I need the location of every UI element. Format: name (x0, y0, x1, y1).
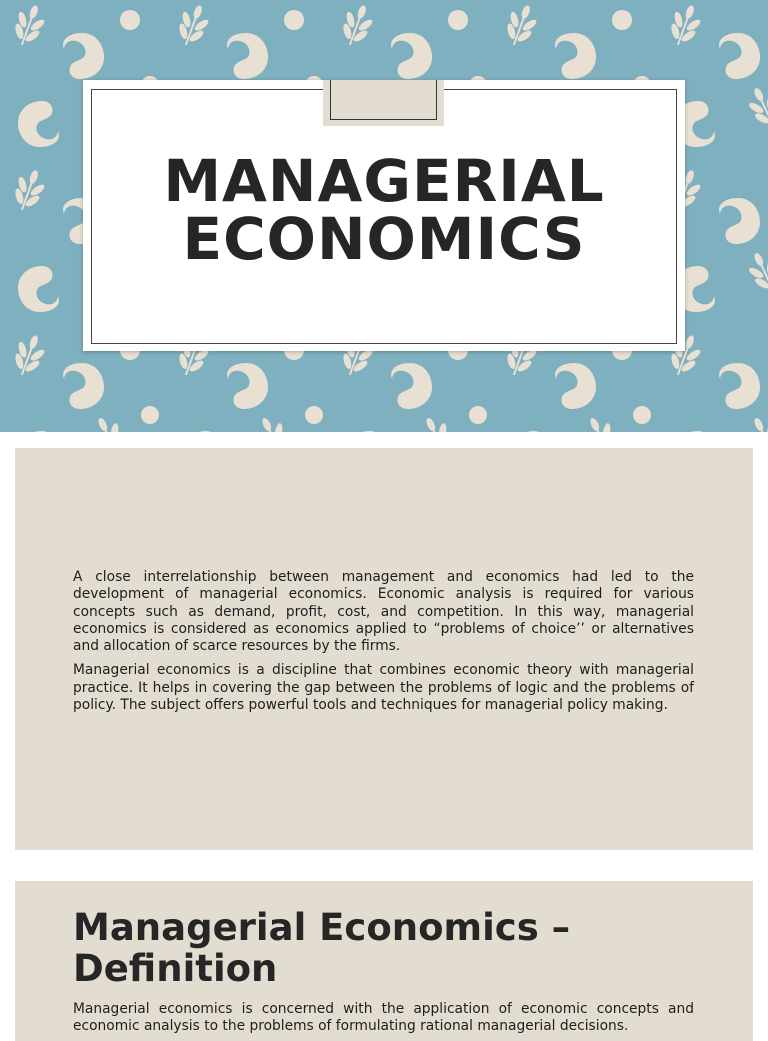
definition-slide (15, 881, 753, 1041)
intro-paragraph-2: Managerial economics is a discipline that combines economic theory with managerial practice. It helps in covering the gap between the problems of logic and the problems of policy. The subject offers powerful tools and techniques for managerial policy making. (73, 662, 694, 714)
intro-body (73, 569, 694, 721)
definition-body: Managerial economics is concerned with the application of economic concepts and economic analysis to the problems of formulating rational managerial decisions. (73, 1001, 694, 1035)
definition-title: Managerial Economics – Definition (73, 906, 571, 990)
title-card-tab (323, 80, 444, 126)
slide-title-line-2: ECONOMICS (182, 205, 586, 273)
title-card-tab-inner (330, 80, 437, 120)
intro-slide (15, 448, 753, 850)
slide-title-line-1: MANAGERIAL (163, 147, 605, 215)
intro-paragraph-1: A close interrelationship between management and economics had led to the development of managerial economics. Economic analysis is required for various concepts such as demand, profit, cost, and competition. In this way, managerial economics is considered as economics applied to “problems of choice’’ or alternatives and allocation of scarce resources by the firms. (73, 569, 694, 655)
title-card (83, 80, 685, 351)
title-slide (0, 0, 768, 432)
slide-title (83, 147, 685, 273)
